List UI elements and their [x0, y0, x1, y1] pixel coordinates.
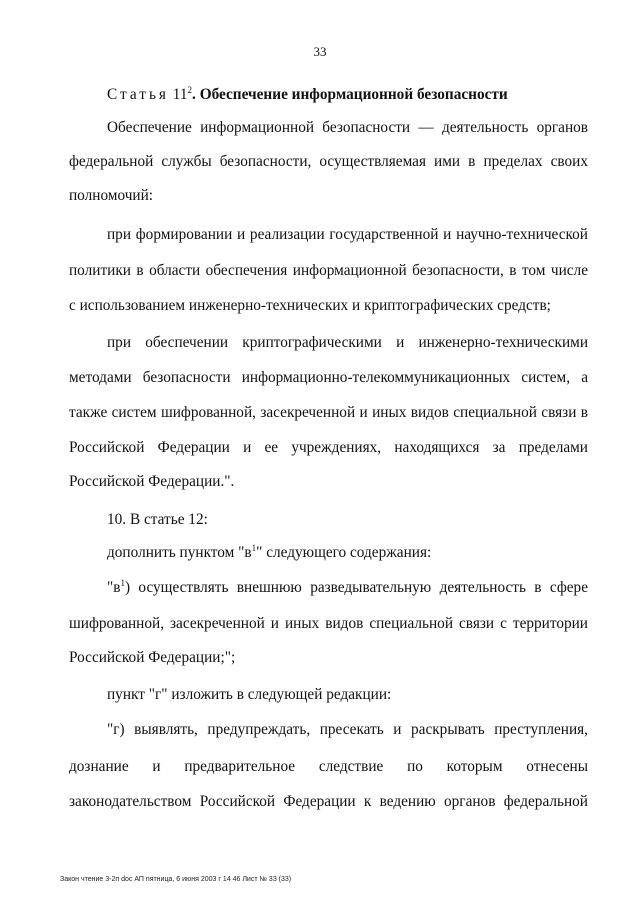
text-line: федеральной службы безопасности, осуществляемая ими в пределах своих [69, 153, 588, 170]
document-footer: Закон чтение 3-2п doc АП пятница, 6 июня 2003 г 14 46 Лист № 33 (33) [60, 876, 292, 883]
text-line: пункт "г" изложить в следующей редакции: [107, 686, 392, 703]
text-line: методами безопасности информационно-телекоммуникационных систем, а [69, 369, 588, 386]
text-line: "г) выявлять, предупреждать, пресекать и раскрывать преступления, [107, 721, 588, 738]
text-line: Обеспечение информационной безопасности — деятельность органов [107, 119, 588, 136]
text-line: дознание и предварительное следствие по которым отнесены [69, 758, 588, 775]
add-point-line [107, 543, 588, 563]
text-line: политики в области обеспечения информационной безопасности, в том числе [69, 262, 588, 279]
article-word: Статья [107, 86, 169, 103]
add-point-text: дополнить пунктом "в [107, 544, 252, 561]
add-point-text-end: " следующего содержания: [256, 544, 432, 561]
add-point-superscript: 1 [251, 543, 257, 553]
article-title: Обеспечение информационной безопасности [199, 86, 508, 103]
point-v1-line [107, 578, 588, 598]
text-line: 10. В статье 12: [107, 511, 208, 528]
text-line: полномочий: [69, 187, 154, 204]
point-v1-text: "в [107, 579, 121, 596]
text-line: шифрованной, засекреченной и иных видов специальной связи с территории [69, 615, 588, 632]
article-suffix: . [192, 86, 196, 103]
point-v1-text-end: ) осуществлять внешнюю разведывательную деятельность в сфере [124, 579, 588, 596]
page-number: 33 [313, 44, 327, 59]
text-line: Российской Федерации;"; [69, 649, 236, 666]
text-line: с использованием инженерно-технических и криптографических средств; [69, 297, 551, 314]
text-line: также систем шифрованной, засекреченной и иных видов специальной связи в [69, 404, 588, 421]
text-line: законодательством Российской Федерации к ведению органов федеральной [69, 793, 588, 810]
text-line: Российской Федерации.". [69, 473, 235, 490]
point-v1-superscript: 1 [120, 578, 125, 588]
text-line: при формировании и реализации государственной и научно-технической [107, 226, 588, 243]
article-number: 11 [172, 86, 188, 103]
article-superscript: 2 [187, 85, 193, 95]
text-line: Российской Федерации и ее учреждениях, находящихся за пределами [69, 439, 588, 456]
text-line: при обеспечении криптографическими и инженерно-техническими [107, 334, 588, 351]
article-heading [107, 85, 626, 105]
